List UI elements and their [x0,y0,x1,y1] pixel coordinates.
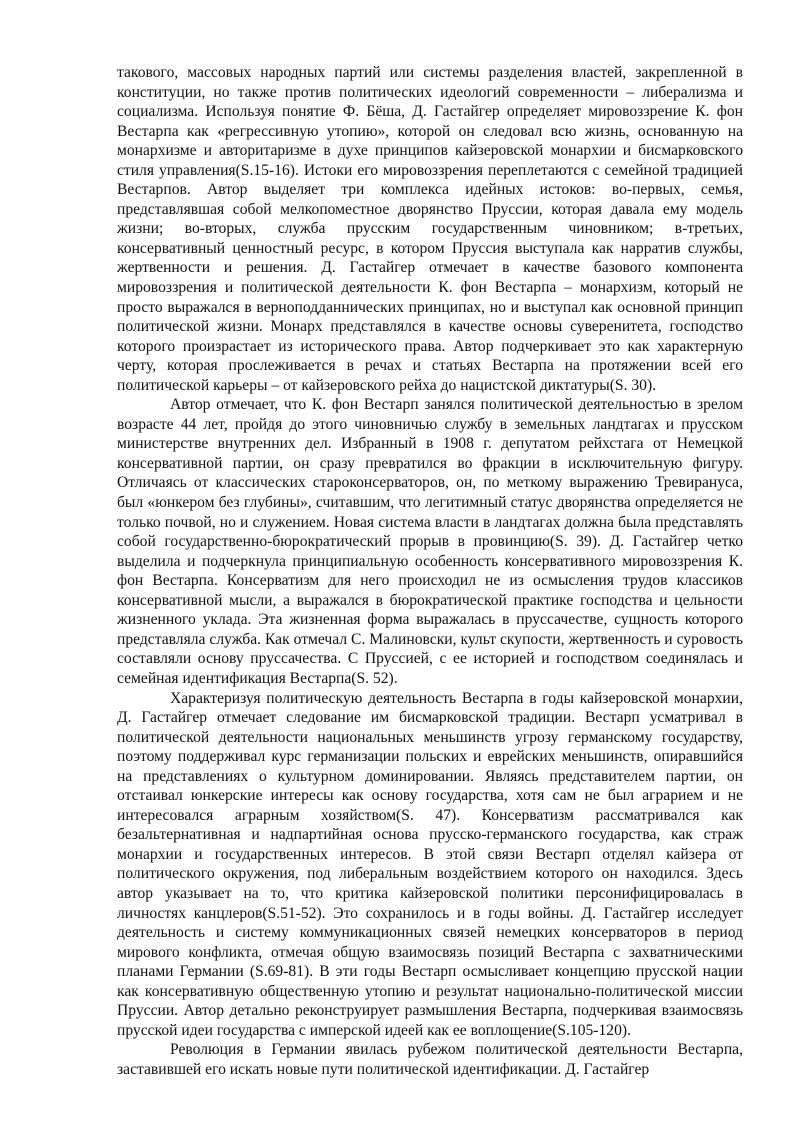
paragraph-1: такового, массовых народных партий или системы разделения властей, закрепленной в конституции, но также против политических идеологий современности – либерализма и социализма. Используя понятие Ф. Бёша, Д. Гастайгер определяет мировоззрение К. фон Вестарпа как «регрессивную утопию», которой он следовал всю жизнь, основанную на монархизме и авторитаризме в духе принципов кайзеровской монархии и бисмарковского стиля управления(S.15-16). Истоки его мировоззрения переплетаются с семейной традицией Вестарпов. Автор выделяет три комплекса идейных истоков: во-первых, семья, представлявшая собой мелкопоместное дворянство Пруссии, которая давала ему модель жизни; во-вторых, служба прусским государственным чиновником; в-третьих, консервативный ценностный ресурс, в котором Пруссия выступала как нарратив службы, жертвенности и решения. Д. Гастайгер отмечает в качестве базового компонента мировоззрения и политической деятельности К. фон Вестарпа – монархизм, который не просто выражался в верноподданнических принципах, но и выступал как основной принцип политической жизни. Монарх представлялся в качестве основы суверенитета, господство которого произрастает из исторического права. Автор подчеркивает это как характерную черту, которая прослеживается в речах и статьях Вестарпа на протяжении всей его политической карьеры – от кайзеровского рейха до нацистской диктатуры(S. 30). [117,64,743,394]
paragraph-3: Характеризуя политическую деятельность Вестарпа в годы кайзеровской монархии, Д. Гастайгер отмечает следование им бисмарковской традиции. Вестарп усматривал в политической деятельности национальных меньшинств угрозу германскому государству, поэтому поддерживал курс германизации польских и еврейских меньшинств, опиравшийся на представлениях о культурном доминировании. Являясь представителем партии, он отстаивал юнкерские интересы как основу государства, хотя сам не был аграрием и не интересовался аграрным хозяйством(S. 47). Консерватизм рассматривался как безальтернативная и надпартийная основа прусско-германского государства, как страж монархии и государственных интересов. В этой связи Вестарп отделял кайзера от политического окружения, под либеральным воздействием которого он находился. Здесь автор указывает на то, что критика кайзеровской политики персонифицировалась в личностях канцлеров(S.51-52). Это сохранилось и в годы войны. Д. Гастайгер исследует деятельность и систему коммуникационных связей немецких консерваторов в период мирового конфликта, отмечая общую взаимосвязь позиций Вестарпа с захватническими планами Германии (S.69-81). В эти годы Вестарп осмысливает концепцию прусской нации как консервативную общественную утопию и результат национально-политической миссии Пруссии. Автор детально реконструирует размышления Вестарпа, подчеркивая взаимосвязь прусской идеи государства с имперской идеей как ее воплощение(S.105-120). [117,689,743,1039]
paragraph-2: Автор отмечает, что К. фон Вестарп занялся политической деятельностью в зрелом возрасте 44 лет, пройдя до этого чиновничью службу в земельных ландтагах и прусском министерстве внутренних дел. Избранный в 1908 г. депутатом рейхстага от Немецкой консервативной партии, он сразу превратился во фракции в исключительную фигуру. Отличаясь от классических староконсерваторов, он, по меткому выражению Тревирануса, был «юнкером без глубины», считавшим, что легитимный статус дворянства определяется не только почвой, но и служением. Новая система власти в ландтагах должна была представлять собой государственно-бюрократический прорыв в провинцию(S. 39). Д. Гастайгер четко выделила и подчеркнула принципиальную особенность консервативного мировоззрения К. фон Вестарпа. Консерватизм для него происходил не из осмысления трудов классиков консервативной мысли, а выражался в бюрократической практике господства и цельности жизненного уклада. Эта жизненная форма выражалась в пруссачестве, сущность которого представляла служба. Как отмечал С. Малиновски, культ скупости, жертвенность и суровость составляли основу пруссачества. С Пруссией, с ее историей и господством соединялась и семейная идентификация Вестарпа(S. 52). [117,396,743,687]
document-page [117,63,743,1079]
paragraph-4: Революция в Германии явилась рубежом политической деятельности Вестарпа, заставившей его искать новые пути политической идентификации. Д. Гастайгер [117,1041,743,1078]
